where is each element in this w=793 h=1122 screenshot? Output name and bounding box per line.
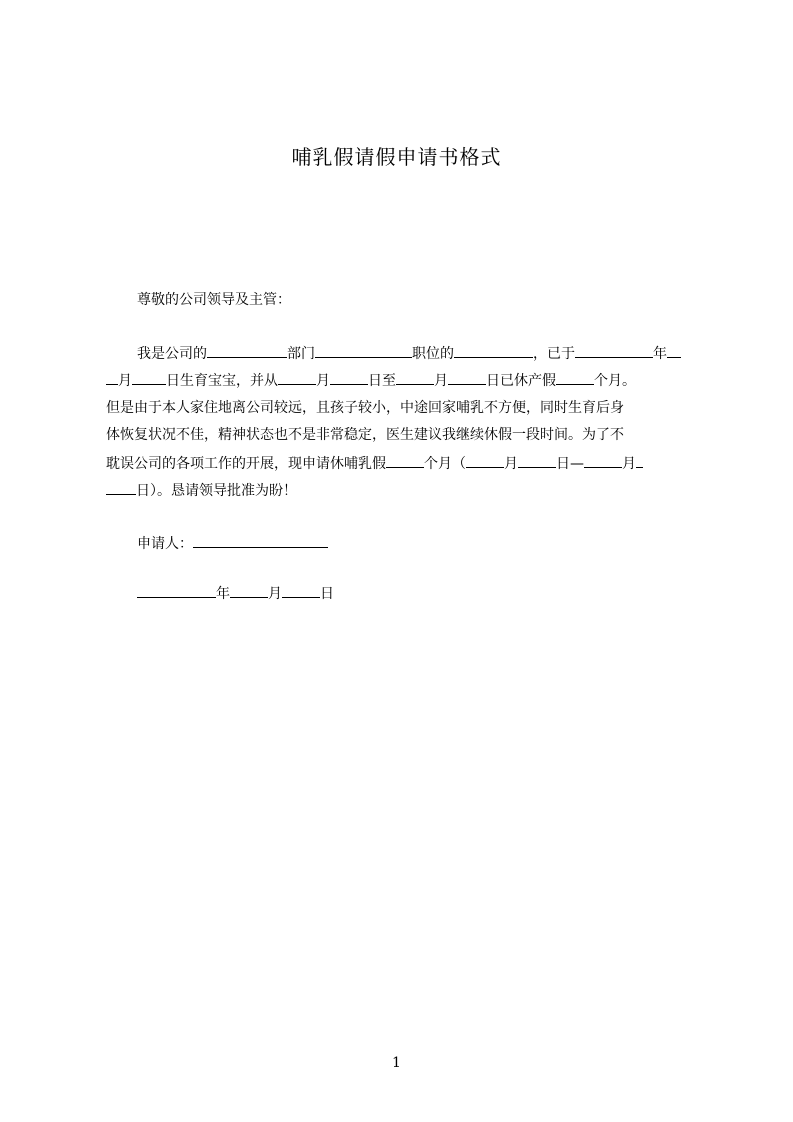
blank-leave-start-month[interactable] bbox=[278, 369, 316, 385]
blank-leave-start-day[interactable] bbox=[330, 369, 368, 385]
date-year-label: 年 bbox=[216, 586, 230, 602]
blank-sign-month[interactable] bbox=[230, 582, 268, 598]
text-fragment: ，已于 bbox=[533, 346, 575, 362]
body-line-4: 体恢复状况不佳，精神状态也不是非常稳定，医生建议我继续休假一段时间。为了不 bbox=[106, 427, 624, 443]
blank-department[interactable] bbox=[207, 342, 287, 358]
text-fragment: 日生育宝宝，并从 bbox=[166, 373, 278, 389]
text-fragment: 月 bbox=[434, 373, 448, 389]
blank-sign-day[interactable] bbox=[282, 582, 320, 598]
blank-leave-end-month[interactable] bbox=[396, 369, 434, 385]
blank-position-2[interactable] bbox=[454, 342, 533, 358]
date-month-label: 月 bbox=[268, 586, 282, 602]
blank-nursing-months[interactable] bbox=[386, 452, 424, 468]
blank-nursing-end-day[interactable] bbox=[106, 479, 136, 495]
date-line bbox=[137, 582, 334, 605]
blank-position[interactable] bbox=[315, 342, 412, 358]
text-fragment: 部门 bbox=[287, 346, 315, 362]
text-fragment: 职位的 bbox=[412, 346, 454, 362]
text-fragment: 个月（ bbox=[424, 456, 466, 472]
text-fragment: 日至 bbox=[368, 373, 396, 389]
blank-maternity-months[interactable] bbox=[556, 369, 594, 385]
date-day-label: 日 bbox=[320, 586, 334, 602]
blank-birth-month-start[interactable] bbox=[667, 342, 681, 358]
text-fragment: 耽误公司的各项工作的开展，现申请休哺乳假 bbox=[106, 456, 386, 472]
text-fragment: 月 bbox=[504, 456, 518, 472]
text-fragment: 月 bbox=[316, 373, 330, 389]
text-fragment: 个月。 bbox=[594, 373, 636, 389]
signer-line bbox=[137, 532, 328, 555]
body-line-1 bbox=[137, 342, 681, 365]
text-fragment: 日— bbox=[556, 456, 584, 472]
blank-nursing-start-month[interactable] bbox=[466, 452, 504, 468]
body-line-2 bbox=[106, 369, 636, 392]
text-fragment: 我是公司的 bbox=[137, 346, 207, 362]
salutation: 尊敬的公司领导及主管： bbox=[137, 292, 291, 308]
page-number: 1 bbox=[392, 1055, 401, 1071]
blank-birth-day[interactable] bbox=[132, 369, 166, 385]
blank-nursing-end-month[interactable] bbox=[584, 452, 622, 468]
body-line-3: 但是由于本人家住地离公司较远，且孩子较小，中途回家哺乳不方便，同时生育后身 bbox=[106, 400, 624, 416]
blank-sign-year[interactable] bbox=[137, 582, 216, 598]
text-fragment: 日）。恳请领导批准为盼！ bbox=[136, 483, 297, 499]
blank-birth-year[interactable] bbox=[575, 342, 653, 358]
text-fragment: 月 bbox=[118, 373, 132, 389]
text-fragment: 年 bbox=[653, 346, 667, 362]
blank-leave-end-day[interactable] bbox=[448, 369, 486, 385]
document-title: 哺乳假请假申请书格式 bbox=[291, 145, 502, 169]
blank-birth-month-end[interactable] bbox=[106, 369, 118, 385]
blank-nursing-end-day-start[interactable] bbox=[636, 452, 643, 468]
body-line-5 bbox=[106, 452, 643, 475]
body-line-6 bbox=[106, 479, 297, 502]
signer-label: 申请人： bbox=[137, 536, 193, 552]
text-fragment: 月 bbox=[622, 456, 636, 472]
signer-blank[interactable] bbox=[193, 532, 328, 548]
blank-nursing-start-day[interactable] bbox=[518, 452, 556, 468]
text-fragment: 日已休产假 bbox=[486, 373, 556, 389]
